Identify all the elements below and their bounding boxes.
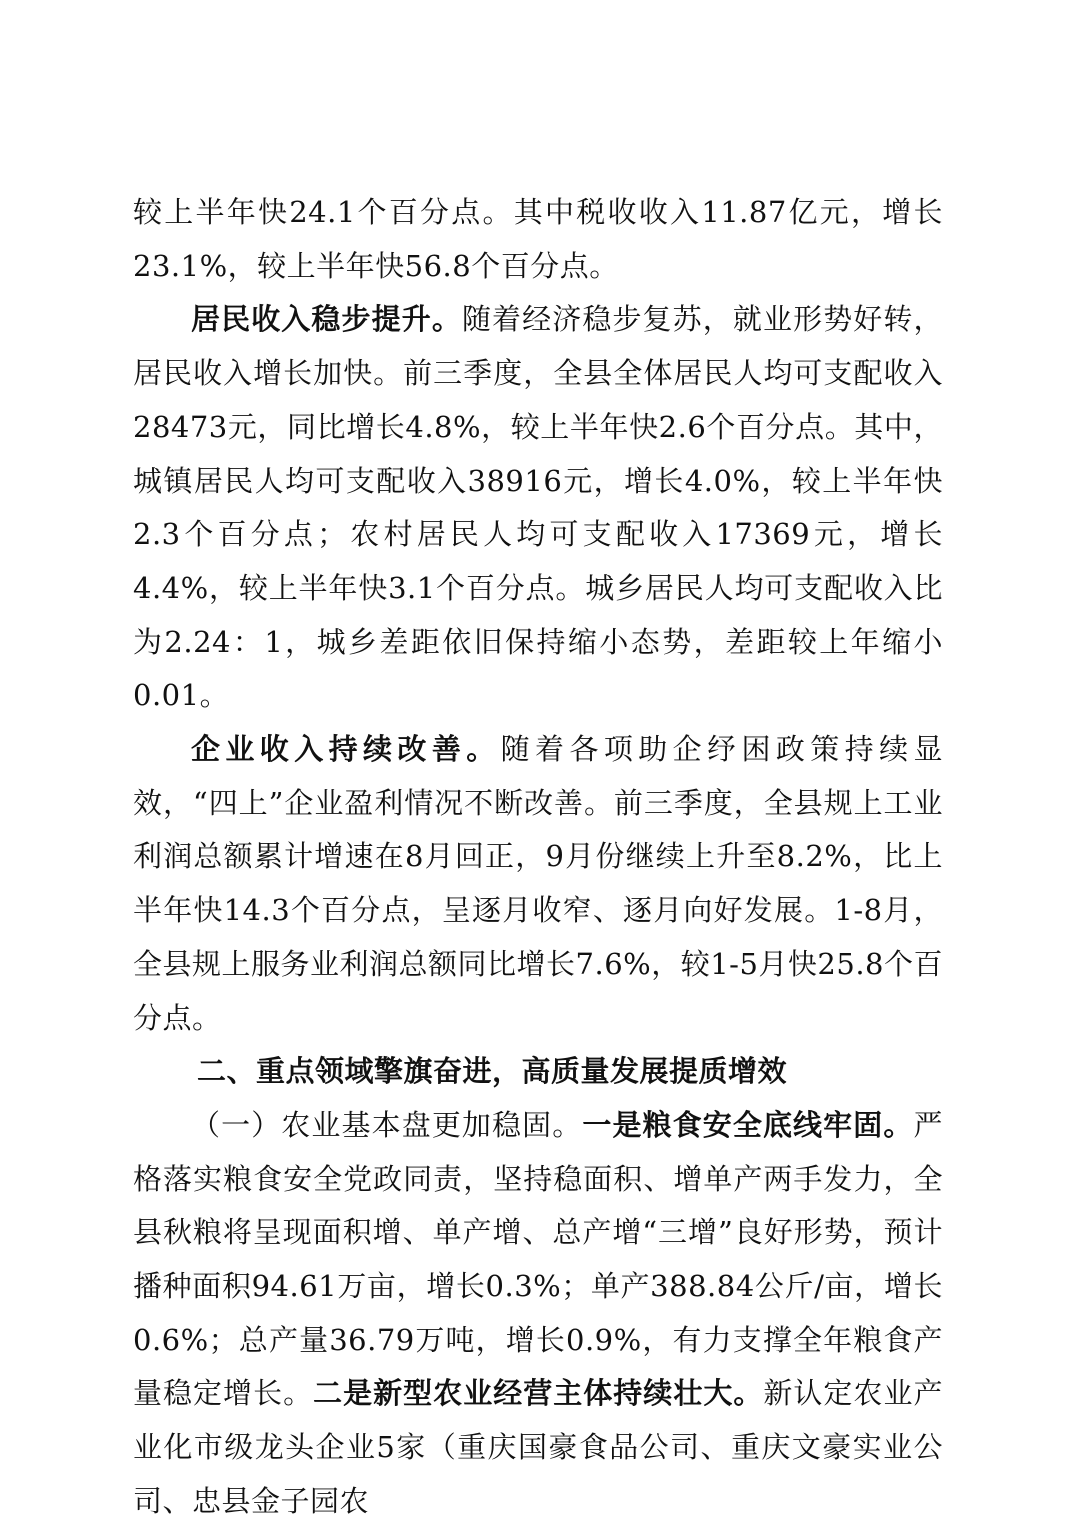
point-two-body: 新认定农业产业化市级龙头企业5家（重庆国豪食品公司、重庆文豪实业公司、忠县金子园农	[133, 1376, 943, 1518]
paragraph-body: 随着各项助企纾困政策持续显效，“四上”企业盈利情况不断改善。前三季度，全县规上工业利润总额累计增速在8月回正，9月份继续上升至8.2%，比上半年快14.3个百分点，呈逐月收窄、逐月向好发展。1-8月，全县规上服务业利润总额同比增长7.6%，较1-5月快25.8个百分点。	[133, 732, 943, 1035]
paragraph-fiscal-revenue	[133, 186, 943, 293]
paragraph-lead: 居民收入稳步提升。	[191, 302, 462, 337]
paragraph-enterprise-income	[133, 723, 943, 1045]
paragraph-lead: 企业收入持续改善。	[191, 732, 501, 767]
point-one-lead: 一是粮食安全底线牢固。	[582, 1107, 914, 1142]
document-page	[133, 186, 943, 1529]
point-one-body: 严格落实粮食安全党政同责，坚持稳面积、增单产两手发力，全县秋粮将呈现面积增、单产增、总产增“三增”良好形势，预计播种面积94.61万亩，增长0.3%；单产388.84公斤/亩，增长0.6%；总产量36.79万吨，增长0.9%，有力支撑全年粮食产量稳定增长。	[133, 1107, 943, 1411]
paragraph-body: 随着经济稳步复苏，就业形势好转，居民收入增长加快。前三季度，全县全体居民人均可支配收入28473元，同比增长4.8%，较上半年快2.6个百分点。其中，城镇居民人均可支配收入38916元，增长4.0%，较上半年快2.3个百分点；农村居民人均可支配收入17369元，增长4.4%，较上半年快3.1个百分点。城乡居民人均可支配收入比为2.24：1，城乡差距依旧保持缩小态势，差距较上年缩小0.01。	[133, 302, 943, 713]
subsection-prefix: （一）农业基本盘更加稳固。	[191, 1107, 583, 1142]
point-two-lead: 二是新型农业经营主体持续壮大。	[313, 1376, 764, 1411]
paragraph-agriculture	[133, 1099, 943, 1529]
paragraph-body: 较上半年快24.1个百分点。其中税收收入11.87亿元，增长23.1%，较上半年快56.8个百分点。	[133, 195, 943, 283]
section-heading: 二、重点领域擎旗奋进，高质量发展提质增效	[197, 1054, 788, 1089]
paragraph-resident-income	[133, 293, 943, 723]
